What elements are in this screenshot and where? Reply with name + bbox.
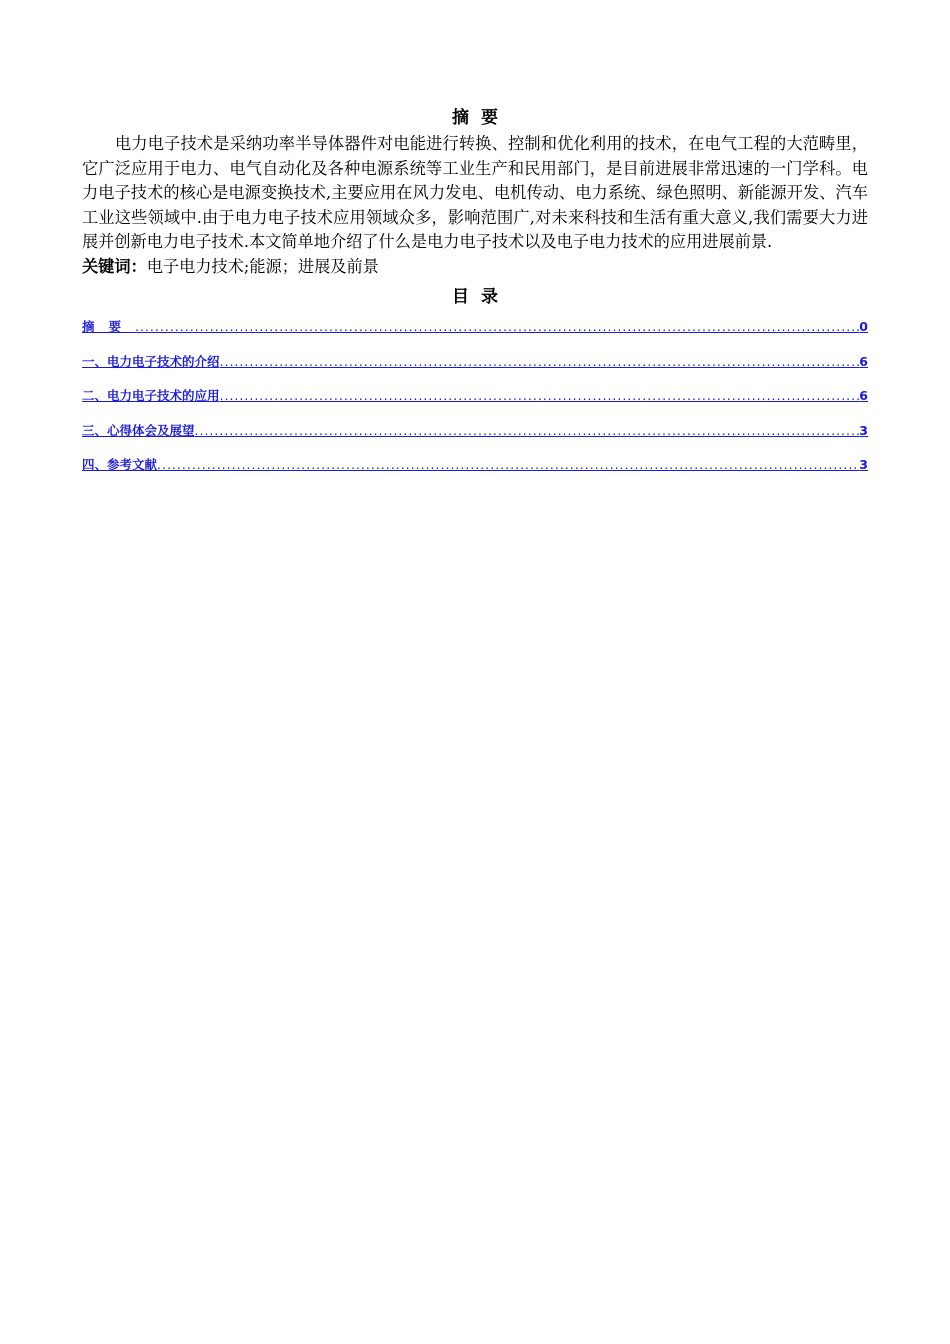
toc-entry-reflections[interactable]: [82, 421, 868, 456]
toc-entry-abstract[interactable]: [82, 317, 868, 352]
toc-entry-applications[interactable]: [82, 386, 868, 421]
toc-entry-title: 一、电力电子技术的介绍: [82, 353, 220, 369]
toc-entry-references[interactable]: [82, 455, 868, 490]
abstract-body: 电力电子技术是采纳功率半导体器件对电能进行转换、控制和优化利用的技术，在电气工程的大范畴里，它广泛应用于电力、电气自动化及各种电源系统等工业生产和民用部门，是目前进展非常迅速的一门学科。电力电子技术的核心是电源变换技术,主要应用在风力发电、电机传动、电力系统、绿色照明、新能源开发、汽车工业这些领域中.由于电力电子技术应用领域众多，影响范围广,对未来科技和生活有重大意义,我们需要大力进展并创新电力电子技术.本文简单地介绍了什么是电力电子技术以及电子电力技术的应用进展前景.: [82, 134, 868, 251]
toc-dot-leader: [220, 354, 860, 369]
toc-entry-title: 三、心得体会及展望: [82, 422, 195, 438]
toc-dot-leader: [157, 457, 859, 472]
abstract-heading: 摘要: [452, 108, 510, 128]
toc-page-number: 3: [859, 457, 868, 472]
document-page: [82, 104, 868, 490]
toc-heading: 目录: [452, 287, 510, 307]
toc-page-number: 3: [859, 422, 868, 438]
toc-dot-leader: [195, 423, 860, 438]
keywords-line: [82, 255, 868, 280]
keywords-text: 电子电力技术;能源；进展及前景: [146, 256, 379, 276]
toc-page-number: 6: [859, 388, 868, 403]
keywords-label: 关键词：: [82, 256, 147, 276]
toc-entry-introduction[interactable]: [82, 352, 868, 387]
toc-page-number: 0: [859, 319, 868, 334]
toc-page-number: 6: [859, 353, 868, 369]
toc-dot-leader: [135, 319, 859, 334]
toc-entry-title: 二、电力电子技术的应用: [82, 388, 220, 403]
toc-entry-title: 摘要: [82, 319, 136, 334]
table-of-contents: [82, 317, 868, 490]
toc-dot-leader: [220, 388, 860, 403]
toc-entry-title: 四、参考文献: [82, 457, 158, 472]
